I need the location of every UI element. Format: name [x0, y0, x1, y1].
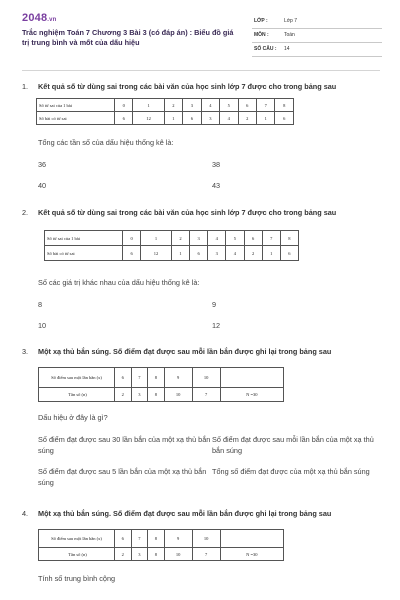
table-cell: 4	[226, 246, 244, 261]
answer-option-b[interactable]: Số điểm đạt được sau mỗi lần bắn của một xạ thủ bắn súng	[212, 435, 374, 455]
table-row	[39, 548, 284, 561]
table-cell: 2	[115, 548, 132, 561]
table-cell: 1	[133, 99, 164, 112]
question-prompt: Số các giá trị khác nhau của dấu hiệu thống kê là:	[38, 278, 200, 287]
table-cell: 12	[141, 246, 172, 261]
meta-class-value: Lớp 7	[284, 18, 298, 24]
answer-option-b[interactable]: 9	[212, 300, 217, 309]
table-cell: 8	[148, 388, 165, 402]
table-cell: 4	[201, 99, 219, 112]
question-prompt: Tổng các tần số của dấu hiệu thống kê là:	[38, 138, 174, 147]
question-text: Một xạ thủ bắn súng. Số điểm đạt được sau mỗi lần bắn được ghi lại trong bảng sau	[38, 347, 332, 356]
table-cell: 3	[131, 548, 148, 561]
question-prompt: Dấu hiệu ở đây là gì?	[38, 413, 108, 422]
table-cell: 4	[208, 231, 226, 246]
question-number: 2.	[22, 208, 29, 217]
table-cell: 4	[220, 112, 238, 125]
meta-count-label: SỐ CÂU :	[254, 46, 277, 52]
table-row	[45, 231, 299, 246]
table-cell: 1	[262, 246, 280, 261]
question-number: 3.	[22, 347, 29, 356]
meta-class-label: LỚP :	[254, 18, 268, 24]
table-cell	[220, 530, 283, 548]
table-row	[37, 99, 294, 112]
table-cell: 1	[256, 112, 274, 125]
table-cell: N =30	[220, 388, 283, 402]
table-row	[37, 112, 294, 125]
table-cell: 6	[190, 246, 208, 261]
answer-option-d[interactable]: Tổng số điểm đạt được của một xạ thủ bắn súng	[212, 467, 370, 476]
table-cell: 2	[244, 246, 262, 261]
table-cell: N =30	[220, 548, 283, 561]
table-cell: 0	[115, 99, 133, 112]
table-cell: 2	[171, 231, 189, 246]
table-cell: 3	[190, 231, 208, 246]
table-row-label: Số điểm sau một lần bắn (x)	[39, 530, 115, 548]
question-text: Kết quả số từ dùng sai trong các bài văn của học sinh lớp 7 được cho trong bảng sau	[38, 82, 337, 91]
table-row-label: Số từ sai của 1 bài	[45, 231, 123, 246]
question-number: 1.	[22, 82, 29, 91]
answer-option-c[interactable]: 40	[38, 181, 47, 190]
meta-count-row	[252, 43, 382, 57]
header-divider	[22, 70, 380, 71]
table-row	[45, 246, 299, 261]
table-cell: 8	[275, 99, 294, 112]
table-cell: 6	[115, 112, 133, 125]
meta-info	[252, 15, 382, 57]
frequency-table	[38, 367, 284, 402]
document-title: Trắc nghiệm Toán 7 Chương 3 Bài 3 (có đáp án) : Biểu đồ giá trị trung bình và mốt của dấu hiệu	[22, 28, 234, 47]
question-3	[22, 347, 382, 497]
meta-count-value: 14	[284, 46, 290, 52]
table-cell: 7	[192, 548, 220, 561]
table-cell: 2	[115, 388, 132, 402]
answer-option-d[interactable]: 43	[212, 181, 221, 190]
meta-subject-row	[252, 29, 382, 43]
table-cell: 7	[256, 99, 274, 112]
table-cell: 7	[262, 231, 280, 246]
table-cell: 8	[148, 530, 165, 548]
table-cell: 12	[133, 112, 164, 125]
table-cell: 7	[131, 530, 148, 548]
page-header	[0, 0, 400, 66]
table-row	[39, 530, 284, 548]
question-number: 4.	[22, 509, 29, 518]
table-cell: 10	[192, 368, 220, 388]
frequency-table	[36, 98, 294, 125]
table-cell: 6	[275, 112, 294, 125]
answer-option-a[interactable]: 36	[38, 160, 47, 169]
table-cell: 1	[171, 246, 189, 261]
table-cell: 7	[131, 368, 148, 388]
table-row-label: Tần số (n)	[39, 388, 115, 402]
table-cell: 6	[244, 231, 262, 246]
frequency-table	[44, 230, 299, 261]
meta-subject-label: MÔN :	[254, 32, 269, 38]
table-row-label: Số từ sai của 1 bài	[37, 99, 115, 112]
answer-option-c[interactable]: Số điểm đạt được sau 5 lần bắn của một xạ thủ bắn súng	[38, 467, 207, 487]
table-cell: 3	[201, 112, 219, 125]
table-cell: 8	[148, 368, 165, 388]
question-4	[22, 509, 382, 600]
table-row-label: Số bài có từ sai	[37, 112, 115, 125]
table-row-label: Tần số (n)	[39, 548, 115, 561]
site-logo[interactable]: 2048.vn	[22, 12, 57, 24]
question-1	[22, 82, 382, 192]
table-cell: 3	[183, 99, 201, 112]
table-cell: 3	[131, 388, 148, 402]
table-cell: 6	[238, 99, 256, 112]
question-2	[22, 208, 382, 333]
table-cell: 6	[115, 368, 132, 388]
table-cell: 6	[280, 246, 298, 261]
table-cell: 3	[208, 246, 226, 261]
frequency-table	[38, 529, 284, 561]
table-cell: 6	[123, 246, 141, 261]
table-cell: 10	[164, 548, 192, 561]
table-cell: 7	[192, 388, 220, 402]
table-cell: 9	[164, 368, 192, 388]
meta-class-row	[252, 15, 382, 29]
table-cell: 9	[164, 530, 192, 548]
table-row	[39, 388, 284, 402]
table-cell: 0	[123, 231, 141, 246]
meta-subject-value: Toán	[284, 32, 295, 38]
table-row-label: Số điểm sau một lần bắn (x)	[39, 368, 115, 388]
question-prompt: Tính số trung bình cộng	[38, 574, 116, 583]
table-cell: 2	[164, 99, 182, 112]
answer-option-c[interactable]: 10	[38, 321, 47, 330]
table-cell: 1	[141, 231, 172, 246]
question-text: Kết quả số từ dùng sai trong các bài văn của học sinh lớp 7 được cho trong bảng sau	[38, 208, 337, 217]
answer-option-a[interactable]: 8	[38, 300, 43, 309]
table-cell: 5	[226, 231, 244, 246]
table-cell: 10	[192, 530, 220, 548]
table-cell: 1	[164, 112, 182, 125]
table-cell: 10	[164, 388, 192, 402]
table-cell	[220, 368, 283, 388]
table-row-label: Số bài có từ sai	[45, 246, 123, 261]
table-cell: 8	[148, 548, 165, 561]
table-cell: 5	[220, 99, 238, 112]
table-cell: 6	[115, 530, 132, 548]
question-text: Một xạ thủ bắn súng. Số điểm đạt được sau mỗi lần bắn được ghi lại trong bảng sau	[38, 509, 332, 518]
table-cell: 6	[183, 112, 201, 125]
table-cell: 8	[280, 231, 298, 246]
answer-option-b[interactable]: 38	[212, 160, 221, 169]
table-cell: 2	[238, 112, 256, 125]
answer-option-d[interactable]: 12	[212, 321, 221, 330]
table-row	[39, 368, 284, 388]
answer-option-a[interactable]: Số điểm đạt được sau 30 lần bắn của một xạ thủ bắn súng	[38, 435, 211, 455]
